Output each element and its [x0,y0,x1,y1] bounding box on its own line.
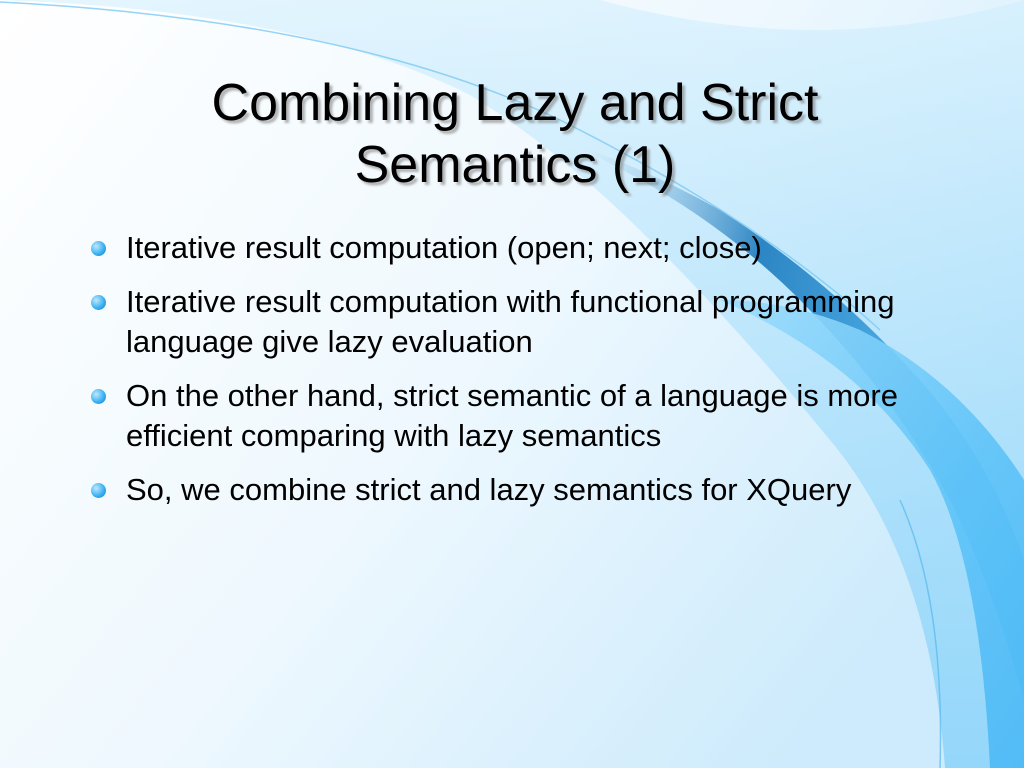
bullet-item-4 [88,470,938,510]
title-line-2: Semantics (1) [354,136,676,194]
bullet-text: Iterative result computation with functional programming language give lazy evaluation [126,284,895,359]
bullet-list [88,228,938,524]
bullet-item-1 [88,228,938,268]
bullet-text: On the other hand, strict semantic of a language is more efficient comparing with lazy semantics [126,378,898,453]
bullet-dot-icon [91,295,106,310]
slide-title [130,72,900,196]
bullet-dot-icon [91,483,106,498]
bullet-dot-icon [91,389,106,404]
bullet-text: Iterative result computation (open; next; close) [126,230,762,265]
title-line-1: Combining Lazy and Strict [211,74,819,132]
bullet-text: So, we combine strict and lazy semantics for XQuery [126,472,852,507]
bullet-dot-icon [91,241,106,256]
bullet-item-3 [88,376,938,456]
bullet-item-2 [88,282,938,362]
